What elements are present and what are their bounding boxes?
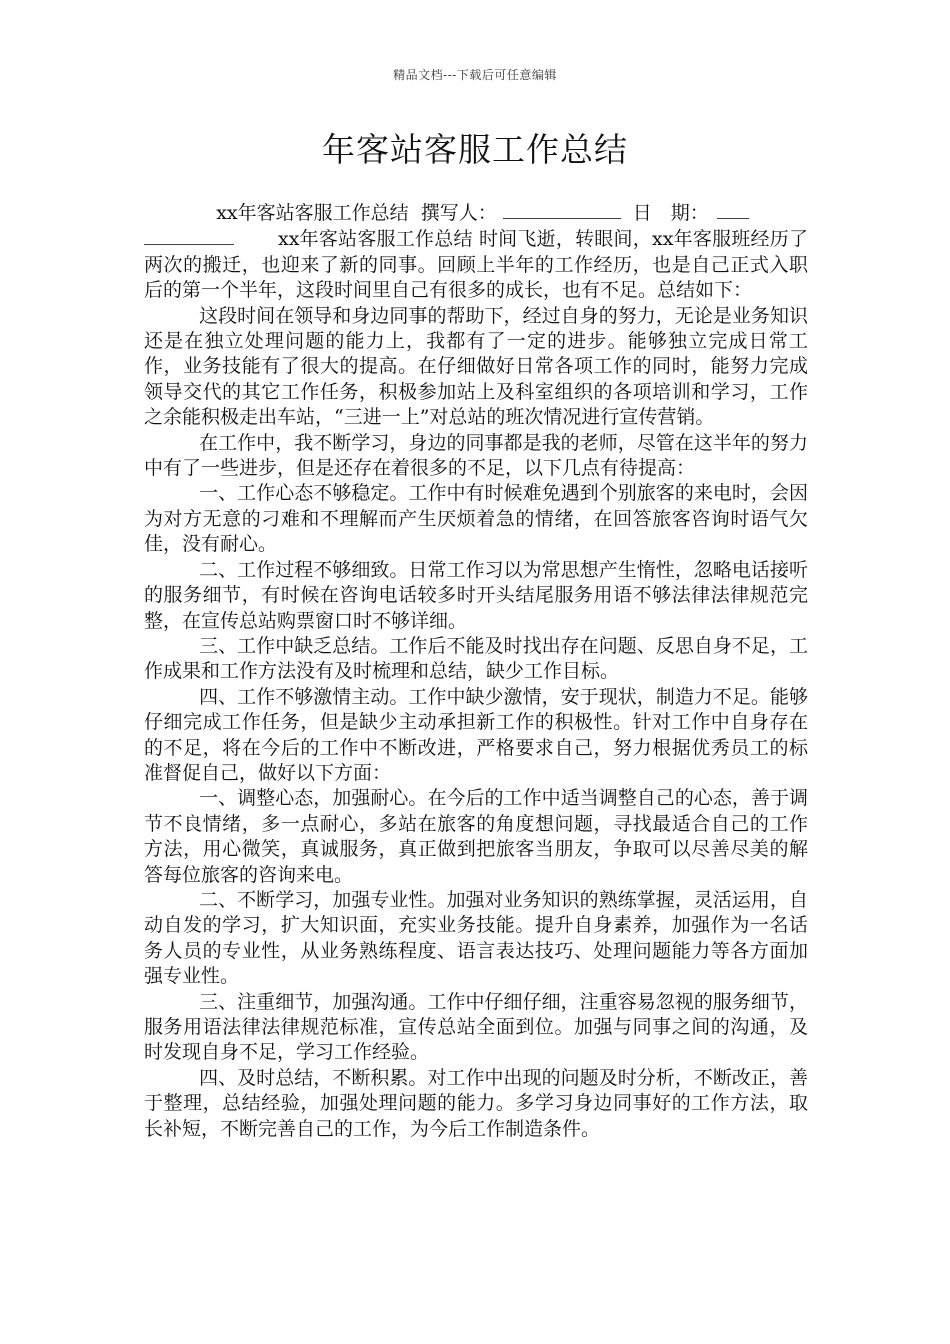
- document-title: 年客站客服工作总结: [322, 130, 628, 169]
- paragraph: 二、不断学习，加强专业性。加强对业务知识的熟练掌握，灵活运用，自动自发的学习，扩大知识面，充实业务技能。提升自身素养，加强作为一名话务人员的专业性，从业务熟练程度、语言表达技巧、处理问题能力等各方面加强专业性。: [144, 888, 808, 988]
- meta-subject: xx年客站客服工作总结: [216, 202, 409, 224]
- paragraph: 在工作中，我不断学习，身边的同事都是我的老师，尽管在这半年的努力中有了一些进步，但是还存在着很多的不足，以下几点有待提高：: [144, 431, 808, 480]
- paragraph-text: xx年客站客服工作总结 时间飞逝，转眼间，xx年客服班经历了两次的搬迁，也迎来了新的同事。回顾上半年的工作经历，也是自己正式入职后的第一个半年，这段时间里自己有很多的成长，也有不足。总结如下：: [144, 228, 808, 302]
- date-blank-continued: [144, 226, 234, 245]
- paragraph: [144, 226, 808, 303]
- paragraph: 三、工作中缺乏总结。工作后不能及时找出存在问题、反思自身不足，工作成果和工作方法没有及时梳理和总结，缺少工作目标。: [144, 634, 808, 683]
- paragraph: 一、调整心态，加强耐心。在今后的工作中适当调整自己的心态，善于调节不良情绪，多一点耐心，多站在旅客的角度想问题，寻找最适合自己的工作方法，用心微笑，真诚服务，真正做到把旅客当朋友，争取可以尽善尽美的解答每位旅客的咨询来电。: [144, 787, 808, 886]
- meta-line: [144, 200, 808, 226]
- paragraph: 一、工作心态不够稳定。工作中有时候难免遇到个别旅客的来电时，会因为对方无意的刁难和不理解而产生厌烦着急的情绪，在回答旅客咨询时语气欠佳，没有耐心。: [144, 482, 808, 556]
- header-note: 精品文档---下载后可任意编辑: [393, 68, 557, 82]
- date-label: 日 期：: [632, 202, 709, 224]
- document-body: [144, 200, 808, 1142]
- paragraph: 三、注重细节，加强沟通。工作中仔细仔细，注重容易忽视的服务细节，服务用语法律法律规范标准，宣传总站全面到位。加强与同事之间的沟通，及时发现自身不足，学习工作经验。: [144, 990, 808, 1064]
- paragraph: 四、工作不够激情主动。工作中缺少激情，安于现状，制造力不足。能够仔细完成工作任务，但是缺少主动承担新工作的积极性。针对工作中自身存在的不足，将在今后的工作中不断改进，严格要求自己，努力根据优秀员工的标准督促自己，做好以下方面：: [144, 685, 808, 784]
- date-blank: [717, 200, 749, 219]
- author-label: 撰写人：: [420, 202, 497, 224]
- author-blank: [503, 200, 621, 219]
- paragraph: 这段时间在领导和身边同事的帮助下，经过自身的努力，无论是业务知识还是在独立处理问题的能力上，我都有了一定的进步。能够独立完成日常工作，业务技能有了很大的提高。在仔细做好日常各项工作的同时，能努力完成领导交代的其它工作任务，积极参加站上及科室组织的各项培训和学习，工作之余能积极走出车站，“三进一上”对总站的班次情况进行宣传营销。: [144, 304, 808, 429]
- paragraph: 四、及时总结，不断积累。对工作中出现的问题及时分析，不断改正，善于整理，总结经验，加强处理问题的能力。多学习身边同事好的工作方法，取长补短，不断完善自己的工作，为今后工作制造条件。: [144, 1066, 808, 1140]
- paragraph: 二、工作过程不够细致。日常工作习以为常思想产生惰性，忽略电话接听的服务细节，有时候在咨询电话较多时开头结尾服务用语不够法律法律规范完整，在宣传总站购票窗口时不够详细。: [144, 558, 808, 632]
